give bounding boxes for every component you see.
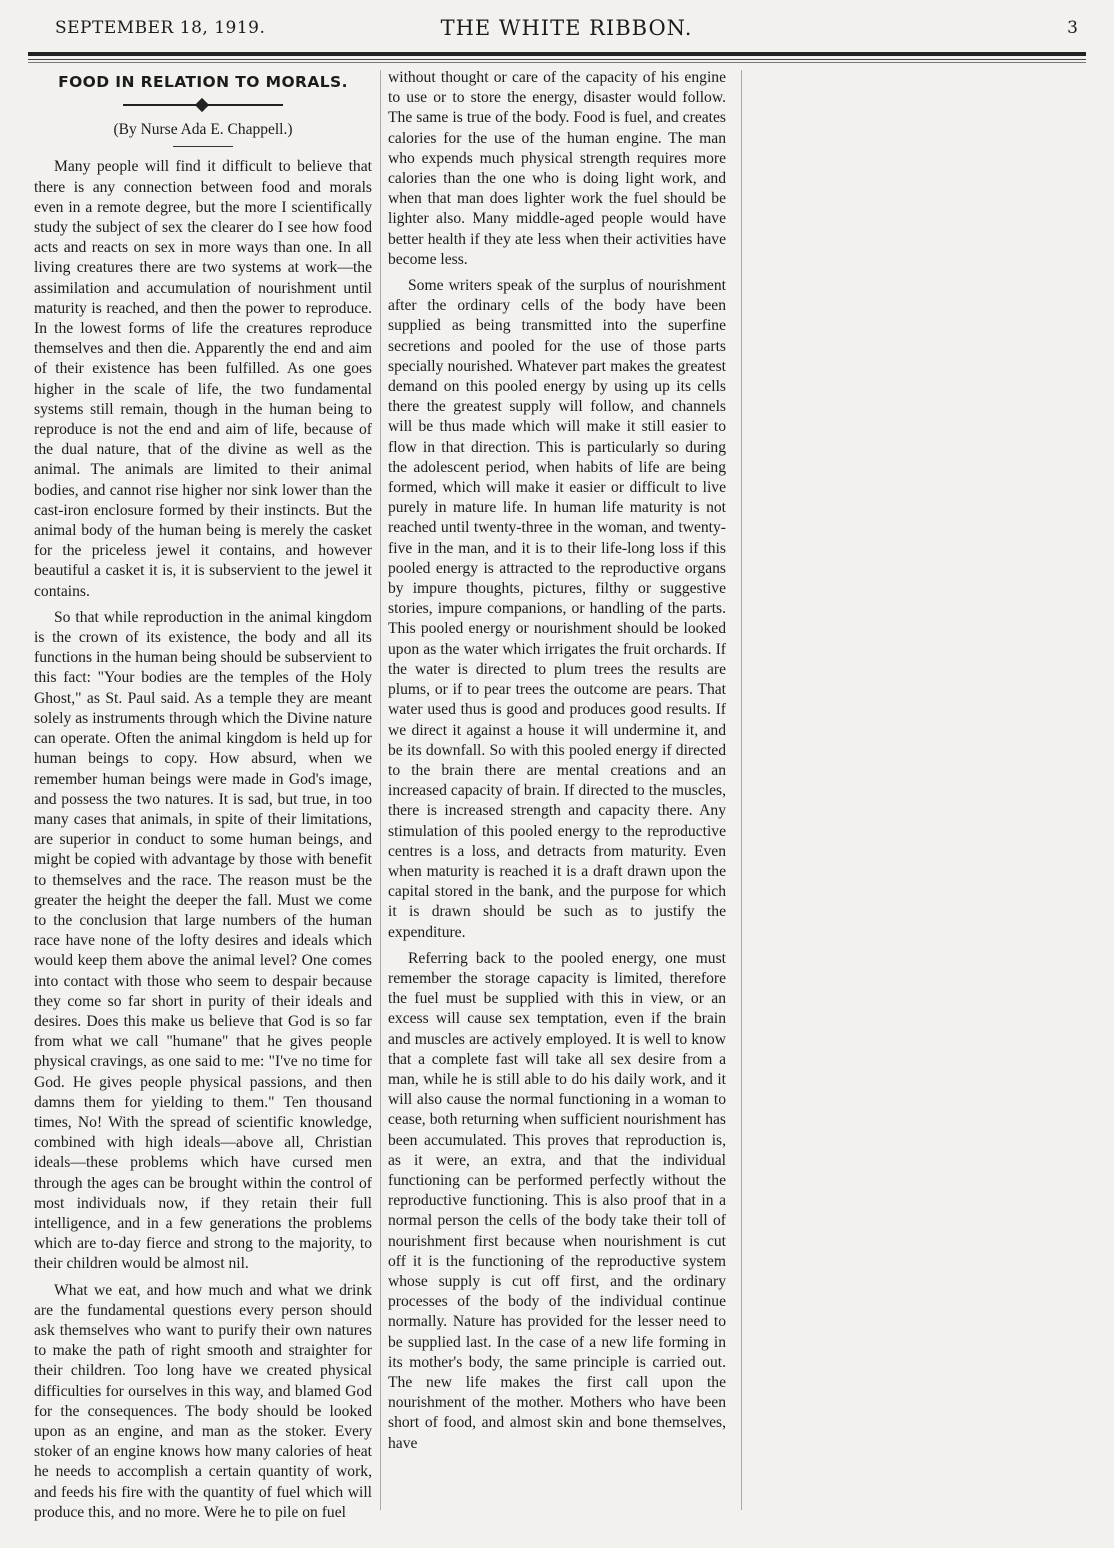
article-paragraph: Some writers speak of the surplus of nourishment after the ordinary cells of the body have been supplied as being transmitted into the superfine secretions and pooled for the use of those parts specially nourished. Whatever part makes the greatest demand on this pooled energy by using up its cells there the greatest supply will follow, and channels will be thus made which will make it still easier to flow in that direction. This is particularly so during the adolescent period, when habits of life are being formed, which will make it easier or difficult to live purely in mature life. In human life maturity is not reached until twenty-three in the woman, and twenty-five in the man, and it is to their life-long loss if this pooled energy is attracted to the reproductive organs by impure thoughts, pictures, filthy or suggestive stories, impure companions, or handling of the parts. This pooled energy or nourishment should be looked upon as the water which irrigates the fruit orchards. If the water is directed to plum trees the results are plums, or if to pear trees the outcome are pears. That water used thus is good and produces good results. If we direct it against a house it will undermine it, and be its downfall. So with this pooled energy if directed to the brain there are mental creations and an increased capacity of brain. If directed to the muscles, there is increased strength and capacity there. Any stimulation of this pooled energy to the reproductive centres is a loss, and detracts from maturity. Even when maturity is reached it is a draft drawn upon the capital stored in the bank, and the purpose for which it is drawn should be such as to justify the expenditure. <box>388 277 726 941</box>
article-paragraph: What we eat, and how much and what we drink are the fundamental questions every person should ask themselves who want to purify their own natures to make the path of right smooth and straighter for their children. Too long have we created physical difficulties for ourselves in this way, and blamed God for the consequences. The body should be looked upon as an engine, and man as the stoker. Every stoker of an engine knows how many calories of heat he needs to accomplish a certain quantity of work, and feeds his fire with the quantity of fuel which will produce this, and no more. Were he to pile on fuel <box>34 1281 372 1521</box>
column-divider <box>741 70 742 1510</box>
masthead-rule-thick <box>28 52 1086 56</box>
page-number: 3 <box>1067 18 1078 38</box>
column-3 <box>750 68 1088 1538</box>
column-2 <box>388 68 726 1538</box>
title-ornament <box>123 98 283 112</box>
article-title: FOOD IN RELATION TO MORALS. <box>58 73 348 91</box>
issue-date: SEPTEMBER 18, 1919. <box>55 18 266 38</box>
article-byline: (By Nurse Ada E. Chappell.) <box>113 121 293 139</box>
column-1 <box>34 68 372 1538</box>
article-paragraph: Referring back to the pooled energy, one must remember the storage capacity is limited, therefore the fuel must be supplied with this in view, or an excess will cause sex temptation, even if the brain and muscles are actively employed. It is well to know that a complete fast will take all sex desire from a man, while he is still able to do his daily work, and it will also cause the normal functioning in a woman to cease, both returning when sufficient nourishment has been accumulated. This proves that reproduction is, as it were, an extra, and that the individual functioning can be performed perfectly without the reproductive functioning. This is also proof that in a normal person the cells of the body take their toll of nourishment first because when nourishment is cut off it is the functioning of the reproductive system whose supply is cut off first, and the ordinary processes of the body of the individual continue normally. Nature has provided for the lesser need to be supplied last. In the case of a new life forming in its mother's body, the same principle is carried out. The new life makes the first call upon the nourishment of the mother. Mothers who have been short of food, and almost skin and bone themselves, have <box>388 949 726 1452</box>
article-paragraph: So that while reproduction in the animal kingdom is the crown of its existence, the body and all its functions in the human being should be subservient to this fact: "Your bodies are the temples of the Holy Ghost," as St. Paul said. As a temple they are meant solely as instruments through which the Divine nature can operate. Often the animal kingdom is held up for human beings to copy. How absurd, when we remember human beings were made in God's image, and possess the two natures. It is sad, but true, in too many cases that animals, in spite of their limitations, are superior in conduct to some human beings, and might be copied with advantage by those with benefit to themselves and the race. The reason must be the greater the height the deeper the fall. Must we come to the conclusion that large numbers of the human race have none of the lofty desires and ideals which would keep them above the animal level? One comes into contact with those who seem to despair because they come so far short in purity of their ideals and desires. Does this make us believe that God is so far from what we call "humane" that he gives people physical cravings, as one said to me: "I've no time for God. He gives people physical passions, and then damns them for yielding to them." Ten thousand times, No! With the spread of scientific knowledge, combined with high ideals—above all, Christian ideals—these problems which have cursed men through the ages can be brought within the control of most individuals now, if they retain their full intelligence, and in a few generations the problems which are to-day fierce and strong to the majority, to their children would be almost nil. <box>34 608 372 1273</box>
masthead <box>55 14 1078 44</box>
masthead-rule-thin-lower <box>28 62 1086 63</box>
newspaper-title: THE WHITE RIBBON. <box>440 16 693 40</box>
article-paragraph: without thought or care of the capacity of his engine to use or to store the energy, disaster would follow. The same is true of the body. Food is fuel, and creates calories for the use of the human engine. The man who expends much physical strength requires more calories than the one who is doing light work, and when that man does lighter work the fuel should be lighter also. Many middle-aged people would have better health if they ate less when their activities have become less. <box>388 69 726 268</box>
article-paragraph: Many people will find it difficult to believe that there is any connection between food and morals even in a remote degree, but the more I scientifically study the subject of sex the clearer do I see how food acts and reacts on sex in more ways than one. In all living creatures there are two systems at work—the assimilation and accumulation of nourishment until maturity is reached, and then the power to reproduce. In the lowest forms of life the creatures reproduce themselves and then die. Apparently the end and aim of their existence has been fulfilled. As one goes higher in the scale of life, the two fundamental systems still remain, though in the human being to reproduce is not the end and aim of life, because of the dual nature, that of the divine as well as the animal. The animals are limited to their animal bodies, and cannot rise higher nor sink lower than the cast-iron enclosure formed by their instincts. But the animal body of the human being is merely the casket for the priceless jewel it contains, and however beautiful a casket it is, it is subservient to the jewel it contains. <box>34 158 372 600</box>
column-divider <box>380 70 381 1510</box>
byline-rule <box>173 146 233 147</box>
masthead-rule-thin <box>28 59 1086 60</box>
